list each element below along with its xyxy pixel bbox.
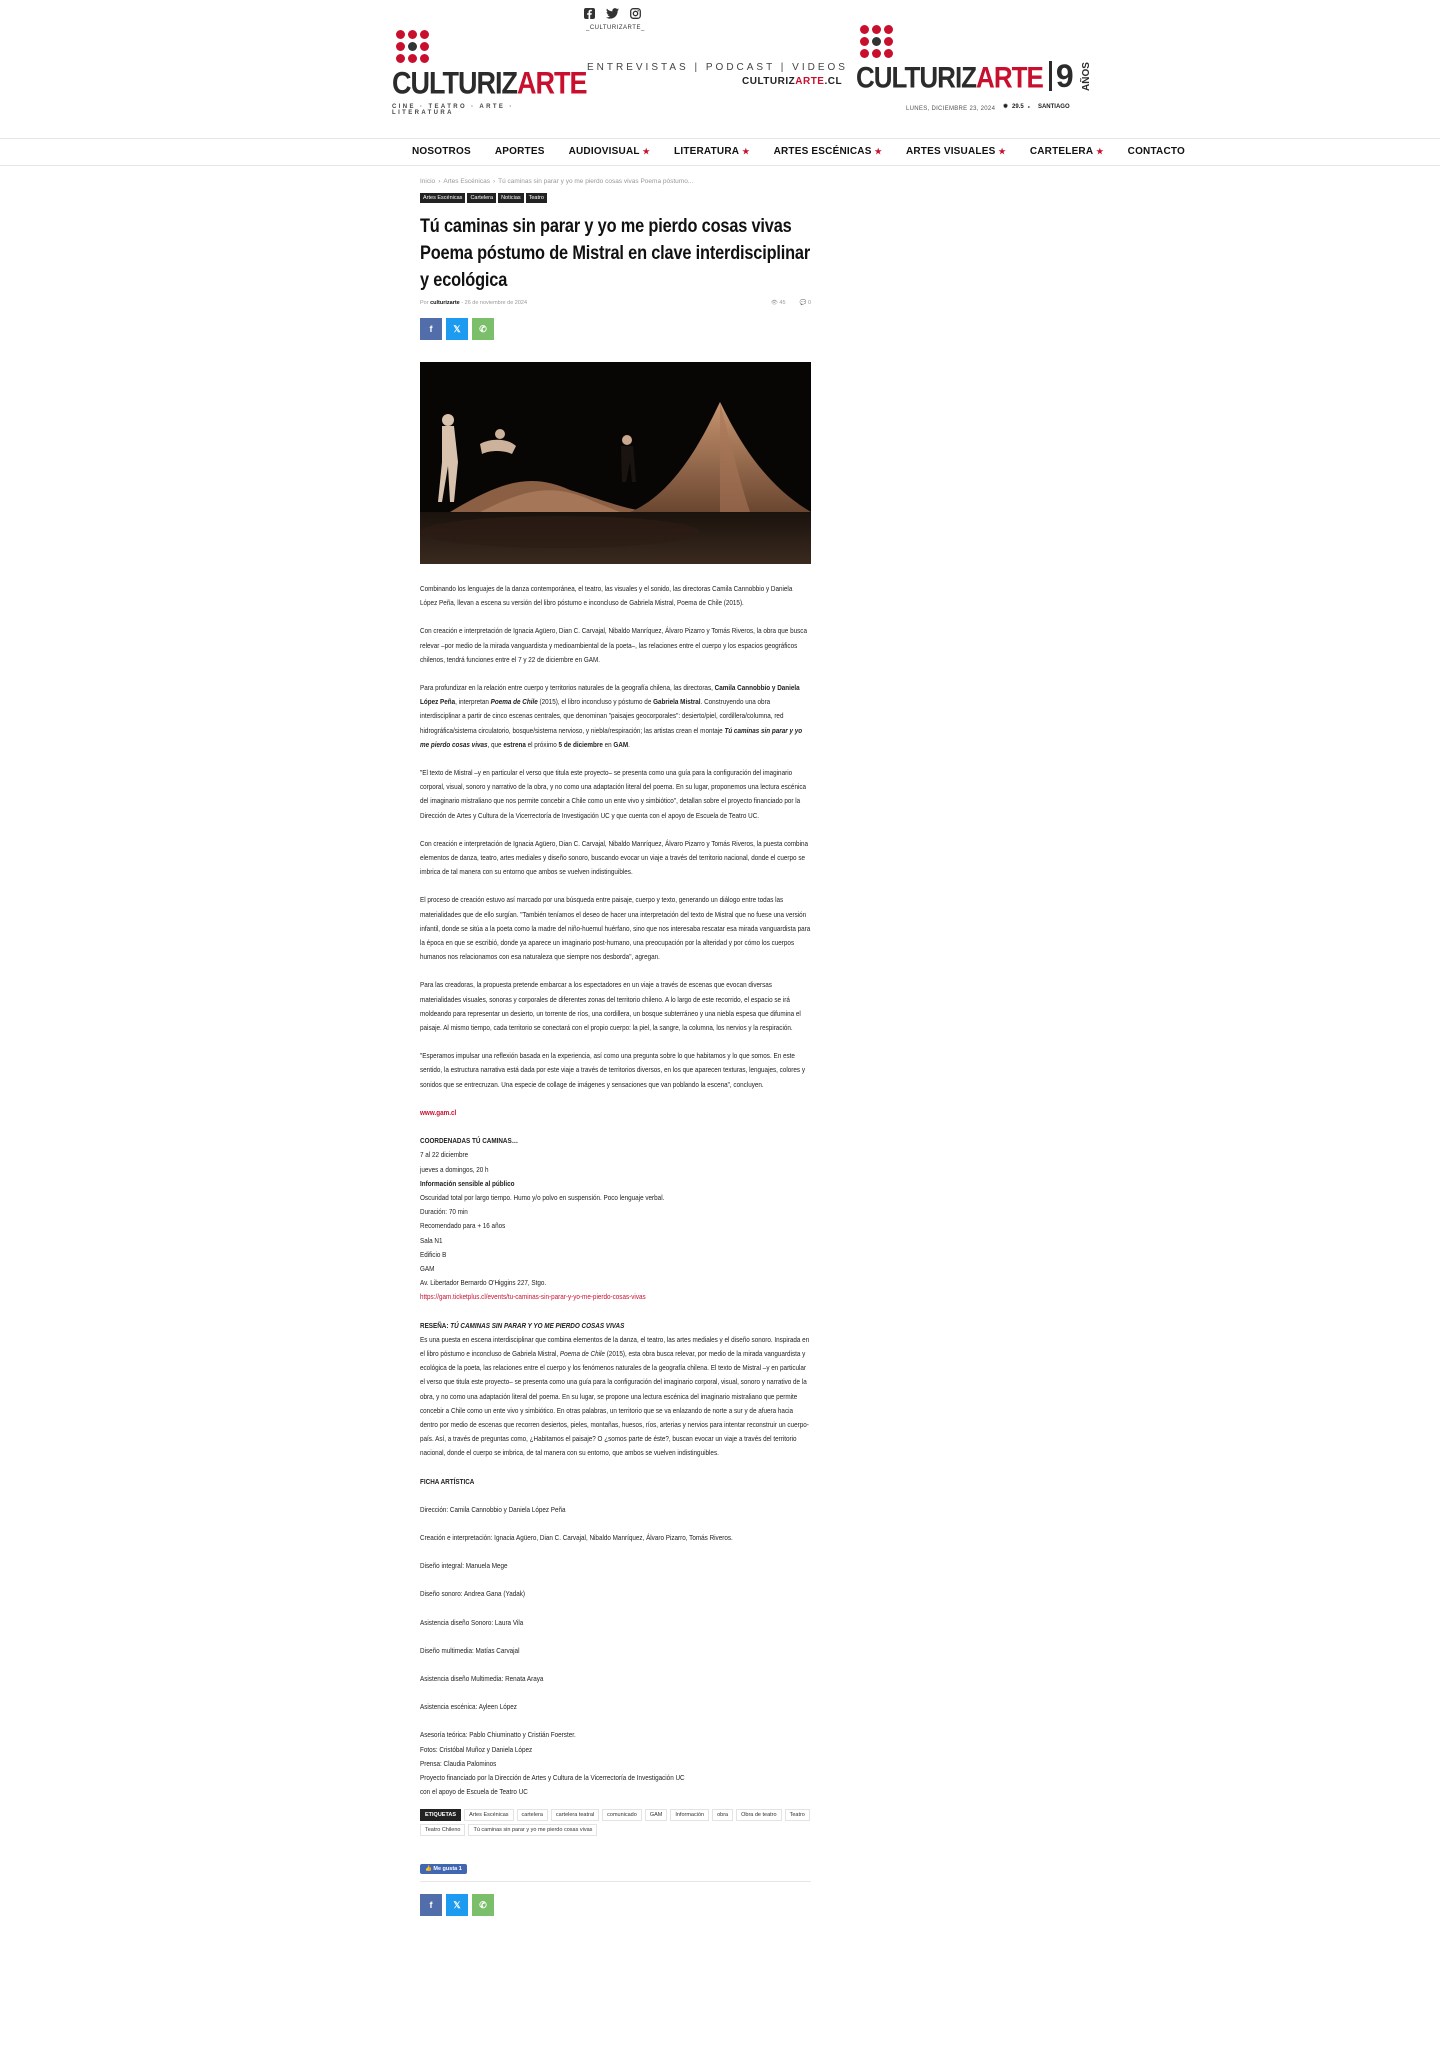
tag-link[interactable]: Información xyxy=(670,1809,709,1821)
nav-item-cartelera[interactable]: CARTELERA ★ xyxy=(1029,146,1104,157)
tag-link[interactable]: GAM xyxy=(645,1809,668,1821)
share-x-button[interactable] xyxy=(446,1894,468,1916)
views-count: 👁 45 xyxy=(770,300,786,306)
tag-link[interactable]: obra xyxy=(712,1809,733,1821)
review-block: RESEÑA: TÚ CAMINAS SIN PARAR Y YO ME PIERDO COSAS VIVAS Es una puesta en escena interdisciplinar que combina elementos de la danza, el teatro, las artes mediales y el diseño sonoro. Inspirada en el libro póstumo e inconcluso de Gabriela Mistral, Poema de Chile (2015), esta obra busca relevar, por medio de la mirada vanguardista y ecológica de la poeta, las relaciones entre el cuerpo y los fenómenos naturales de la geografía chilena. El texto de Mistral –y en particular el verso que titula este proyecto– se presenta como una guía para la configuración del imaginario corporal, visual, sonoro y narrativo de la obra, y no como una adaptación literal del poema. En su lugar, se propone una lectura escénica del imaginario mistraliano que permite concebir a Chile como un ente vivo y simbiótico. En otras palabras, un territorio que se va enlazando de norte a sur y de afuera hacia dentro por medio de escenas que recorren desiertos, pieles, montañas, huesos, ríos, arterias y nervios para intentar reconstruir un cuerpo-país. Así, a través de preguntas como, ¿Habitamos el paisaje? O ¿somos parte de éste?, buscan evocar un viaje a través del territorio nacional, donde el cuerpo se imbrica, de tal manera con su entorno, que ambos se vuelven indistinguibles. xyxy=(420,1320,810,1458)
paragraph: Combinando los lenguajes de la danza contemporánea, el teatro, las visuales y el sonido, las directoras Camila Cannobbio y Daniela López Peña, llevan a escena su versión del libro póstumo e inconcluso de Gabriela Mistral, Poema de Chile (2015). xyxy=(420,584,793,608)
site-url[interactable]: CULTURIZARTE.CL xyxy=(742,76,843,87)
paragraph: Con creación e interpretación de Ignacia Agüero, Dian C. Carvajal, Nibaldo Manríquez, Álvaro Pizarro y Tomás Riveros, la puesta combina elementos de danza, teatro, artes mediales y diseño sonoro, buscando evocar un viaje a través del territorio nacional, donde el cuerpo se imbrica de tal manera con su entorno que ambos se vuelven indistinguibles. xyxy=(420,838,809,877)
share-buttons-bottom xyxy=(420,1894,811,1916)
whatsapp-icon: ✆ xyxy=(479,323,487,334)
breadcrumb-current: Tú caminas sin parar y yo me pierdo cosas vivas Poema póstumo... xyxy=(498,178,694,185)
thumbs-up-icon: 👍 xyxy=(425,1866,432,1873)
x-icon: 𝕏 xyxy=(453,1899,461,1910)
tag-link[interactable]: cartelera teatral xyxy=(551,1809,599,1821)
star-icon: ★ xyxy=(874,147,882,156)
tag-list xyxy=(420,1809,811,1836)
tag-link[interactable]: Teatro Chileno xyxy=(420,1824,465,1836)
breadcrumb-category[interactable]: Artes Escénicas xyxy=(443,178,490,185)
tag-link[interactable]: Artes Escénicas xyxy=(464,1809,513,1821)
category-tag[interactable]: Cartelera xyxy=(467,193,496,203)
paragraph: Para las creadoras, la propuesta pretende embarcar a los espectadores en un viaje a través de escenas que evocan diversas materialidades visuales, sonoras y corporales de diferentes zonas del territorio chileno. A lo largo de este recorrido, el espacio se irá moldeando para representar un desierto, un torrente de ríos, una cordillera, un bosque subterráneo y una niebla espesa que difumina el paisaje. Al mismo tiempo, cada territorio se conectará con el propio cuerpo: la piel, la sangre, la columna, los nervios y la respiración. xyxy=(420,980,801,1033)
facebook-icon: f xyxy=(429,324,433,334)
gam-link[interactable]: www.gam.cl xyxy=(420,1107,457,1117)
author-link[interactable]: culturizarte xyxy=(430,300,460,306)
paragraph: Con creación e interpretación de Ignacia Agüero, Dian C. Carvajal, Nibaldo Manríquez, Álvaro Pizarro y Tomás Riveros, la obra que busca relevar –por medio de la mirada vanguardista y medioambiental de la poeta–, las relaciones entre el cuerpo y los espacios geográficos chilenos, tendrá funciones entre el 7 y 22 de diciembre en GAM. xyxy=(420,626,807,664)
article-body: Combinando los lenguajes de la danza contemporánea, el teatro, las visuales y el sonido, las directoras Camila Cannobbio y Daniela López Peña, llevan a escena su versión del libro póstumo e inconcluso de Gabriela Mistral, Poema de Chile (2015). Con creación e interpretación de Ignacia Agüero, Dian C. Carvajal, Nibaldo Manríquez, Álvaro Pizarro y Tomás Riveros, la obra que busca relevar –por medio de la mirada vanguardista y medioambiental de la poeta–, las relaciones entre el cuerpo y los espacios geográficos chilenos, tendrá funciones entre el 7 y 22 de diciembre en GAM. Para profundizar en la relación entre cuerpo y territorios naturales de la geografía chilena, las directoras, Camila Cannobbio y Daniela López Peña, interpretan Poema de Chile (2015), el libro inconcluso y póstumo de Gabriela Mistral. Construyendo una obra interdisciplinar a partir de cinco escenas centrales, que denominan "paisajes geocorporales": desierto/piel, cordillera/columna, red hidrográfica/sistema circulatorio, bosque/sistema nervioso, y niebla/respiración; las artistas crean el montaje Tú caminas sin parar y yo me pierdo cosas vivas, que estrena el próximo 5 de diciembre en GAM. "El texto de Mistral –y en particular el verso que titula este proyecto– se presenta como una guía para la configuración del imaginario corporal, visual, sonoro y narrativo de la obra, y no como una adaptación literal del poema. En su lugar, proponemos una lectura escénica del imaginario mistraliano que nos permite concebir a Chile como un ente vivo y simbiótico", detallan sobre el proyecto financiado por la Dirección de Artes y Cultura de la Vicerrectoría de Investigación UC y que cuenta con el apoyo de Escuela de Teatro UC. Con creación e interpretación de Ignacia Agüero, Dian C. Carvajal, Nibaldo Manríquez, Álvaro Pizarro y Tomás Riveros, la puesta combina elementos de danza, teatro, artes mediales y diseño sonoro, buscando evocar un viaje a través del territorio nacional, donde el cuerpo se imbrica de tal manera con su entorno que ambos se vuelven indistinguibles. El proceso de creación estuvo así marcado por una búsqueda entre paisaje, cuerpo y texto, generando un diálogo entre todas las materialidades que de ello surgían. "También teníamos el deseo de hacer una interpretación del texto de Mistral que no fuese una versión infantil, donde se sitúa a la poeta como la madre del niño-huemul huérfano, sino que nos interesaba rescatar esa mirada vanguardista para la época en que se escribió, donde ya aparece un imaginario post-humano, una preocupación por la alteridad y por cómo los cuerpos humanos nos relacionamos con esa naturaleza que siempre nos desborda", agregan. Para las creadoras, la propuesta pretende embarcar a los espectadores en un viaje a través de escenas que evocan diversas materialidades visuales, sonoras y corporales de diferentes zonas del territorio chileno. A lo largo de este recorrido, el espacio se irá moldeando para representar un desierto, un torrente de ríos, una cordillera, un bosque subterráneo y una niebla espesa que difumina el paisaje. Al mismo tiempo, cada territorio se conectará con el propio cuerpo: la piel, la sangre, la columna, los nervios y la respiración. "Esperamos impulsar una reflexión basada en la experiencia, así como una pregunta sobre lo que habitamos y lo que somos. En este sentido, la estructura narrativa está dada por este viaje a través de territorios diversos, en los que aparecen texturas, lenguajes, colores y sonidos que se entrecruzan. Una especie de collage de imágenes y sensaciones que van poblando la escena", concluyen. www.gam.cl COORDENADAS TÚ CAMINAS… 7 al 22 diciembre jueves a domingos, 20 h Información sensible al público Oscuridad total por largo tiempo. Humo y/o polvo en suspensión. Poco lenguaje verbal. Duración: 70 min Recomendado para + 16 años Sala N1 Edificio B GAM Av. Libertador Bernardo O'Higgins 227, Stgo. https://gam.ticketplus.cl/events/tu-caminas-sin-parar-y-yo-me-pierdo-cosas-vivas RESEÑA: TÚ CAMINAS SIN PARAR Y YO ME PIERDO COSAS VIVAS Es una puesta en escena interdisciplinar que combina elementos de la danza, el teatro, las artes mediales y el diseño sonoro. Inspirada en el libro póstumo e inconcluso de Gabriela Mistral, Poema de Chile (2015), esta obra busca relevar, por medio de la mirada vanguardista y ecológica de la poeta, las relaciones entre el cuerpo y los fenómenos naturales de la geografía chilena. El texto de Mistral –y en particular el verso que titula este proyecto– se presenta como una guía para la configuración del imaginario corporal, visual, sonoro y narrativo de la obra, y no como una adaptación literal del poema. En su lugar, se propone una lectura escénica del imaginario mistraliano que permite concebir a Chile como un ente vivo y simbiótico. En otras palabras, un territorio que se va enlazando de norte a sur y de afuera hacia dentro por medio de escenas que recorren desiertos, pieles, montañas, huesos, ríos, arterias y nervios para intentar reconstruir un cuerpo-país. Así, a través de preguntas como, ¿Habitamos el paisaje? O ¿somos parte de éste?, buscan evocar un viaje a través del territorio nacional, donde el cuerpo se imbrica, de tal manera con su entorno, que ambos se vuelven indistinguibles. FICHA ARTÍSTICA Dirección: Camila Cannobbio y Daniela López Peña Creación e interpretación: Ignacia Agüero, Dian C. Carvajal, Nibaldo Manríquez, Álvaro Pizarro, Tomás Riveros. Diseño integral: Manuela Mege Diseño sonoro: Andrea Gana (Yadak) Asistencia diseño Sonoro: Laura Vila Diseño multimedia: Matías Carvajal Asistencia diseño Multimedia: Renata Araya Asistencia escénica: Ayleen López Asesoría teórica: Pablo Chiuminatto y Cristián Foerster. Fotos: Cristóbal Muñoz y Daniela López Prensa: Claudia Palominos Proyecto financiado por la Dirección de Artes y Cultura de la Vicerrectoría de Investigación UC con el apoyo de Escuela de Teatro UC xyxy=(420,582,811,1799)
tag-link[interactable]: Teatro xyxy=(785,1809,810,1821)
breadcrumb-home[interactable]: Inicio xyxy=(420,178,436,185)
social-links xyxy=(583,7,642,20)
logo-tagline: CINE · TEATRO · ARTE · LITERATURA xyxy=(392,104,514,116)
twitter-icon[interactable] xyxy=(606,7,619,20)
share-buttons-top xyxy=(420,318,811,340)
site-header xyxy=(0,0,1440,138)
comments-count[interactable]: 💬 0 xyxy=(799,300,811,306)
ticket-link[interactable]: https://gam.ticketplus.cl/events/tu-caminas-sin-parar-y-yo-me-pierdo-cosas-vivas xyxy=(420,1292,646,1302)
article xyxy=(420,178,811,1916)
share-facebook-button[interactable] xyxy=(420,1894,442,1916)
paragraph: "Esperamos impulsar una reflexión basada en la experiencia, así como una pregunta sobre lo que habitamos y lo que somos. En este sentido, la estructura narrativa está dada por este viaje a través de territorios diversos, en los que aparecen texturas, lenguajes, colores y sonidos que se entrecruzan. Una especie de collage de imágenes y sensaciones que van poblando la escena", concluyen. xyxy=(420,1051,805,1089)
social-handle: _CULTURIZARTE_ xyxy=(586,25,645,31)
comment-icon: 💬 xyxy=(799,300,807,306)
nav-item-aportes[interactable]: APORTES xyxy=(494,146,545,157)
paragraph: Para profundizar en la relación entre cuerpo y territorios naturales de la geografía chilena, las directoras, Camila Cannobbio y Daniela López Peña, interpretan Poema de Chile (2015), el libro inconcluso y póstumo de Gabriela Mistral. Construyendo una obra interdisciplinar a partir de cinco escenas centrales, que denominan "paisajes geocorporales": desierto/piel, cordillera/columna, red hidrográfica/sistema circulatorio, bosque/sistema nervioso, y niebla/respiración; las artistas crean el montaje Tú caminas sin parar y yo me pierdo cosas vivas, que estrena el próximo 5 de diciembre en GAM. xyxy=(420,683,803,749)
breadcrumb: Inicio › Artes Escénicas › Tú caminas sin parar y yo me pierdo cosas vivas Poema póstumo... xyxy=(420,178,694,185)
coordinates-block: COORDENADAS TÚ CAMINAS… 7 al 22 diciembre jueves a domingos, 20 h Información sensible al público Oscuridad total por largo tiempo. Humo y/o polvo en suspensión. Poco lenguaje verbal. Duración: 70 min Recomendado para + 16 años Sala N1 Edificio B GAM Av. Libertador Bernardo O'Higgins 227, Stgo. https://gam.ticketplus.cl/events/tu-caminas-sin-parar-y-yo-me-pierdo-cosas-vivas xyxy=(420,1136,665,1302)
star-icon: ★ xyxy=(998,147,1006,156)
paragraph: "El texto de Mistral –y en particular el verso que titula este proyecto– se presenta como una guía para la configuración del imaginario corporal, visual, sonoro y narrativo de la obra, y no como una adaptación literal del poema. En su lugar, proponemos una lectura escénica del imaginario mistraliano que nos permite concebir a Chile como un ente vivo y simbiótico", detallan sobre el proyecto financiado por la Dirección de Artes y Cultura de la Vicerrectoría de Investigación UC y que cuenta con el apoyo de Escuela de Teatro UC. xyxy=(420,768,807,820)
eye-icon: 👁 xyxy=(770,300,778,306)
category-tags xyxy=(420,193,811,203)
credits-extra: Asesoría teórica: Pablo Chiuminatto y Cristián Foerster. Fotos: Cristóbal Muñoz y Daniela López Prensa: Claudia Palominos Proyecto financiado por la Dirección de Artes y Cultura de la Vicerrectoría de Investigación UC con el apoyo de Escuela de Teatro UC xyxy=(420,1730,685,1797)
sun-icon: ✹ xyxy=(1003,104,1009,110)
nav-item-artes-escénicas[interactable]: ARTES ESCÉNICAS ★ xyxy=(773,146,882,157)
whatsapp-icon: ✆ xyxy=(479,1899,487,1910)
star-icon: ★ xyxy=(642,147,651,156)
instagram-icon[interactable] xyxy=(629,7,642,20)
anniversary-logo: CULTURIZARTE 9 AÑOS xyxy=(856,25,1101,88)
nav-item-nosotros[interactable]: NOSOTROS xyxy=(412,146,471,157)
tag-link[interactable]: comunicado xyxy=(602,1809,642,1821)
share-facebook-button[interactable] xyxy=(420,318,442,340)
star-icon: ★ xyxy=(1096,147,1104,156)
x-icon: 𝕏 xyxy=(453,323,461,334)
facebook-icon: f xyxy=(429,1900,433,1911)
site-logo[interactable]: CULTURIZARTE CINE · TEATRO · ARTE · LITERATURA xyxy=(392,30,542,116)
share-whatsapp-button[interactable] xyxy=(472,318,494,340)
nav-item-literatura[interactable]: LITERATURA ★ xyxy=(674,146,750,157)
header-links[interactable]: ENTREVISTAS | PODCAST | VIDEOS xyxy=(587,62,848,73)
tag-link[interactable]: cartelera xyxy=(517,1809,548,1821)
article-hero-image xyxy=(420,362,811,564)
weather-widget: ✹ 29.5 c SANTIAGO xyxy=(1003,103,1070,110)
nav-item-contacto[interactable]: CONTACTO xyxy=(1127,146,1185,157)
current-date: LUNES, DICIEMBRE 23, 2024 xyxy=(906,106,996,112)
category-tag[interactable]: Artes Escénicas xyxy=(420,193,465,203)
share-x-button[interactable] xyxy=(446,318,468,340)
nav-item-audiovisual[interactable]: AUDIOVISUAL ★ xyxy=(568,146,651,157)
category-tag[interactable]: Teatro xyxy=(526,193,547,203)
tags-label: ETIQUETAS xyxy=(420,1809,461,1821)
paragraph: El proceso de creación estuvo así marcado por una búsqueda entre paisaje, cuerpo y texto, generando un diálogo entre todas las materialidades que de ello surgían. "También teníamos el deseo de hacer una interpretación del texto de Mistral que no fuese una versión infantil, donde se sitúa a la poeta como la madre del niño-huemul huérfano, sino que nos interesaba rescatar esa mirada vanguardista para la época en que se escribió, donde ya aparece un imaginario post-humano, una preocupación por la alteridad y por cómo los cuerpos humanos nos relacionamos con esa naturaleza que siempre nos desborda", agregan. xyxy=(420,895,811,962)
credits-title: FICHA ARTÍSTICA xyxy=(420,1476,475,1486)
tag-link[interactable]: Obra de teatro xyxy=(736,1809,781,1821)
publish-date: 26 de noviembre de 2024 xyxy=(464,300,528,306)
facebook-like-button[interactable]: 👍 Me gusta 1 xyxy=(420,1864,467,1874)
main-navigation xyxy=(0,138,1440,166)
category-tag[interactable]: Noticias xyxy=(498,193,524,203)
tag-link[interactable]: Tú caminas sin parar y yo me pierdo cosas vivas xyxy=(468,1824,597,1836)
star-icon: ★ xyxy=(742,147,750,156)
facebook-icon[interactable] xyxy=(583,7,596,20)
share-whatsapp-button[interactable] xyxy=(472,1894,494,1916)
article-meta: Por culturizarte - 26 de noviembre de 2024 👁 45 💬 0 xyxy=(420,300,811,306)
article-title: Tú caminas sin parar y yo me pierdo cosas vivas Poema póstumo de Mistral en clave interdisciplinar y ecológica xyxy=(420,216,811,291)
nav-item-artes-visuales[interactable]: ARTES VISUALES ★ xyxy=(905,146,1006,157)
